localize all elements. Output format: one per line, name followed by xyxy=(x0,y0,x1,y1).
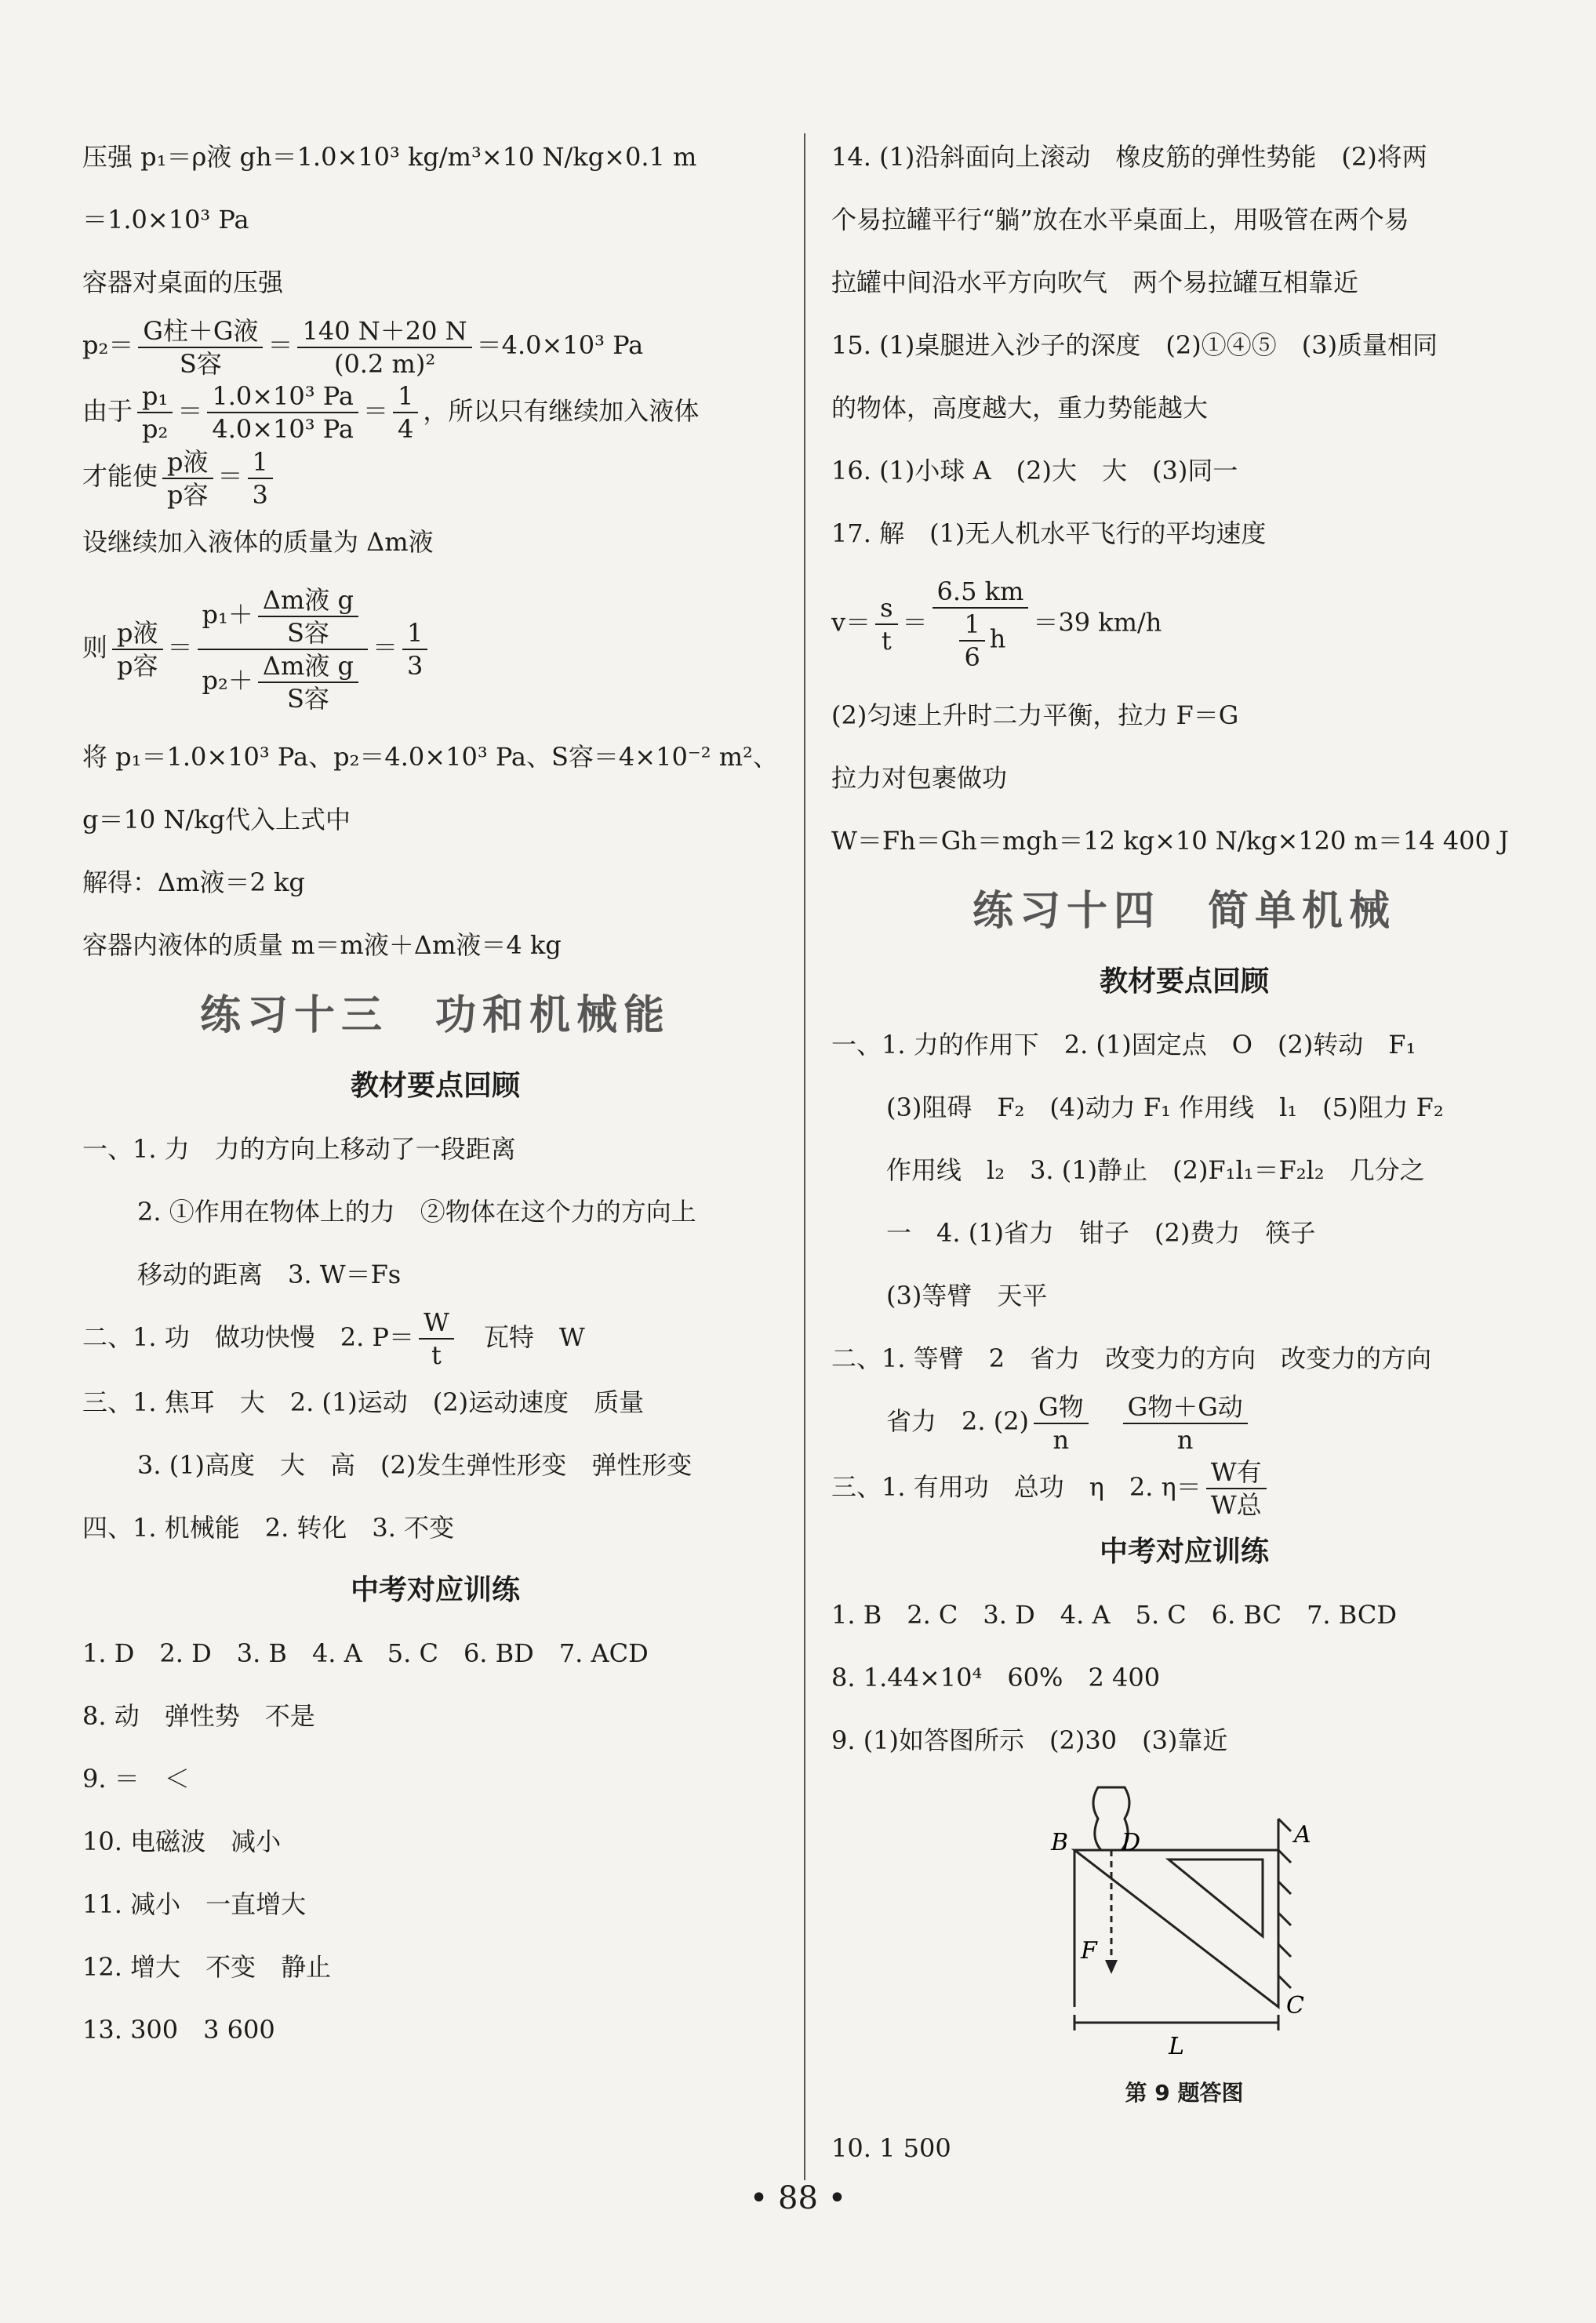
text-line: 10. 1 500 xyxy=(831,2133,951,2163)
fraction xyxy=(1034,1391,1089,1456)
denominator: W总 xyxy=(1210,1490,1262,1520)
fraction xyxy=(112,617,163,682)
subsection-title: 中考对应训练 xyxy=(1099,1536,1269,1568)
label-C: C xyxy=(1286,1992,1304,2019)
text: 三、1. 有用功 总功 η 2. η＝ xyxy=(831,1471,1202,1502)
text-line: 15. (1)桌腿进入沙子的深度 (2)①④⑤ (3)质量相同 xyxy=(831,330,1438,360)
lever-diagram xyxy=(1012,1772,1357,2070)
text-line: 1. B 2. C 3. D 4. A 5. C 6. BC 7. BCD xyxy=(831,1600,1398,1630)
numerator: G物 xyxy=(1034,1391,1089,1424)
text-line: 9. (1)如答图所示 (2)30 (3)靠近 xyxy=(831,1725,1228,1755)
compound-fraction xyxy=(198,584,368,714)
text-line: 二、1. 等臂 2 省力 改变力的方向 改变力的方向 xyxy=(831,1343,1432,1373)
text: ，所以只有继续加入液体 xyxy=(423,395,700,426)
numerator: 1 xyxy=(393,380,418,413)
text-line: 将 p₁＝1.0×10³ Pa、p₂＝4.0×10³ Pa、S容＝4×10⁻² m²、 xyxy=(82,741,778,772)
numerator: 1 xyxy=(248,446,273,479)
text-line: 13. 300 3 600 xyxy=(82,2015,275,2045)
label-D: D xyxy=(1122,1829,1141,1856)
numerator: G柱＋G液 xyxy=(138,315,263,348)
text-line: 个易拉罐平行“躺”放在水平桌面上，用吸管在两个易 xyxy=(831,205,1409,234)
triangle-bracket xyxy=(1074,1850,1278,2007)
compound-fraction xyxy=(933,576,1029,673)
fraction xyxy=(402,617,427,682)
fraction xyxy=(162,446,213,511)
numerator: p₁ xyxy=(137,380,173,413)
text-line: 12. 增大 不变 静止 xyxy=(82,1952,332,1982)
formula-line xyxy=(82,314,788,380)
text-line: 9. ＝ ＜ xyxy=(82,1764,190,1794)
label-L: L xyxy=(1169,2033,1184,2060)
text-line: 17. 解 (1)无人机水平飞行的平均速度 xyxy=(831,518,1267,548)
text: ＝ xyxy=(177,395,203,426)
subsection-title: 中考对应训练 xyxy=(350,1574,520,1606)
text-line: 1. D 2. D 3. B 4. A 5. C 6. BD 7. ACD xyxy=(82,1638,649,1668)
denominator: S容 xyxy=(286,683,329,714)
text-line: 拉力对包裹做功 xyxy=(831,763,1008,793)
numerator: p液 xyxy=(162,446,213,479)
text: p₁＋ xyxy=(202,599,253,629)
fraction xyxy=(875,592,897,656)
denominator: t xyxy=(431,1340,442,1370)
text: ＝ xyxy=(267,330,293,360)
denominator: p₂ xyxy=(142,414,169,444)
text-line: 14. (1)沿斜面向上滚动 橡皮筋的弹性势能 (2)将两 xyxy=(831,142,1427,172)
denominator: t xyxy=(881,626,892,656)
text-line: 容器对桌面的压强 xyxy=(82,267,284,297)
denominator: S容 xyxy=(286,617,329,648)
fraction xyxy=(393,380,418,445)
fraction xyxy=(419,1307,454,1371)
fraction xyxy=(258,650,358,714)
denominator: 3 xyxy=(407,650,424,681)
left-column xyxy=(82,125,788,2061)
text-line: 压强 p₁＝ρ液 gh＝1.0×10³ kg/m³×10 N/kg×0.1 m xyxy=(82,142,697,172)
text: 二、1. 功 做功快慢 2. P＝ xyxy=(82,1321,414,1352)
section-title: 练习十三 功和机械能 xyxy=(199,991,671,1039)
numerator: G物＋G动 xyxy=(1123,1391,1248,1424)
triangle-inner xyxy=(1169,1859,1263,1936)
text-line: g＝10 N/kg代入上式中 xyxy=(82,804,351,834)
text-line: 8. 1.44×10⁴ 60% 2 400 xyxy=(831,1663,1161,1692)
text-line: 拉罐中间沿水平方向吹气 两个易拉罐互相靠近 xyxy=(831,267,1359,297)
label-A: A xyxy=(1294,1821,1311,1849)
numerator: 1 xyxy=(402,617,427,650)
subsection-title: 教材要点回顾 xyxy=(1099,965,1269,998)
text: p₂＝ xyxy=(82,330,134,360)
text: 由于 xyxy=(82,395,133,426)
denominator: n xyxy=(1176,1424,1194,1455)
fraction xyxy=(258,584,358,649)
force-arrow xyxy=(1105,1960,1118,1974)
fraction xyxy=(248,446,273,511)
right-column xyxy=(831,125,1537,2179)
text: ＝ xyxy=(902,607,928,638)
text-line: 作用线 l₂ 3. (1)静止 (2)F₁l₁＝F₂l₂ 几分之 xyxy=(886,1155,1425,1185)
formula-line xyxy=(82,1306,788,1372)
text-line: 设继续加入液体的质量为 Δm液 xyxy=(82,526,434,557)
denominator: 3 xyxy=(252,479,268,510)
text: 瓦特 W xyxy=(458,1321,585,1352)
text: ＝4.0×10³ Pa xyxy=(476,330,644,360)
text: 才能使 xyxy=(82,461,158,491)
fraction xyxy=(1123,1391,1248,1456)
section-title: 练习十四 简单机械 xyxy=(972,888,1396,935)
numerator: p液 xyxy=(112,617,163,650)
numerator: W有 xyxy=(1206,1456,1267,1489)
formula-line xyxy=(82,380,788,445)
page-number: • 88 • xyxy=(749,2180,847,2216)
text-line: 解得：Δm液＝2 kg xyxy=(82,867,305,897)
compound-denominator xyxy=(198,650,368,714)
formula-line xyxy=(831,565,1537,684)
text: ＝39 km/h xyxy=(1033,607,1162,638)
numerator: 1.0×10³ Pa xyxy=(207,380,358,413)
text: 则 xyxy=(82,632,108,662)
compound-denominator xyxy=(950,609,1010,673)
subsection-title: 教材要点回顾 xyxy=(350,1069,520,1102)
denominator: 4 xyxy=(397,414,414,444)
denominator: p容 xyxy=(167,479,209,510)
text-line: 11. 减小 一直增大 xyxy=(82,1889,307,1919)
answer-figure xyxy=(831,1772,1537,2070)
numerator: 1 xyxy=(959,609,984,642)
numerator: 6.5 km xyxy=(933,576,1029,609)
text: ＝ xyxy=(362,395,388,426)
numerator: s xyxy=(875,592,897,625)
fraction xyxy=(138,315,263,380)
label-F: F xyxy=(1081,1937,1097,1965)
column-divider xyxy=(804,133,805,2180)
text: ＝ xyxy=(167,632,193,662)
numerator: Δm液 g xyxy=(258,584,358,617)
label-B: B xyxy=(1051,1829,1069,1856)
text-line: 四、1. 机械能 2. 转化 3. 不变 xyxy=(82,1513,455,1543)
text-line: 8. 动 弹性势 不是 xyxy=(82,1701,315,1731)
text-line: (3)等臂 天平 xyxy=(886,1281,1048,1311)
text: p₂＋ xyxy=(202,665,253,695)
numerator: Δm液 g xyxy=(258,650,358,683)
text-line: W＝Fh＝Gh＝mgh＝12 kg×10 N/kg×120 m＝14 400 J xyxy=(831,826,1509,856)
formula-line xyxy=(82,445,788,511)
text-line: (3)阻碍 F₂ (4)动力 F₁ 作用线 l₁ (5)阻力 F₂ xyxy=(886,1092,1444,1122)
unit: h xyxy=(989,623,1006,654)
numerator: W xyxy=(419,1307,454,1340)
denominator: 6 xyxy=(964,642,980,672)
text-line: 的物体，高度越大，重力势能越大 xyxy=(831,393,1209,423)
text-line: 容器内液体的质量 m＝m液＋Δm液＝4 kg xyxy=(82,929,562,960)
text-line: 16. (1)小球 A (2)大 大 (3)同一 xyxy=(831,456,1238,485)
text-line: 一、1. 力 力的方向上移动了一段距离 xyxy=(82,1133,516,1164)
text: ＝ xyxy=(372,632,398,662)
text-line: ＝1.0×10³ Pa xyxy=(82,205,249,234)
text-line: (2)匀速上升时二力平衡，拉力 F＝G xyxy=(831,700,1239,730)
denominator: S容 xyxy=(179,348,222,379)
fraction xyxy=(959,609,984,673)
text-line: 2. ①作用在物体上的力 ②物体在这个力的方向上 xyxy=(137,1196,696,1227)
text: 省力 2. (2) xyxy=(886,1406,1030,1436)
figure-caption: 第 9 题答图 xyxy=(1125,2080,1244,2106)
text: v＝ xyxy=(831,607,871,638)
text-line: 三、1. 焦耳 大 2. (1)运动 (2)运动速度 质量 xyxy=(82,1387,645,1417)
numerator: 140 N＋20 N xyxy=(297,315,471,348)
text-line: 3. (1)高度 大 高 (2)发生弹性形变 弹性形变 xyxy=(137,1450,693,1480)
text-line: 移动的距离 3. W＝Fs xyxy=(137,1259,402,1289)
formula-line xyxy=(831,1390,1537,1456)
text-line: 一 4. (1)省力 钳子 (2)费力 筷子 xyxy=(886,1218,1316,1248)
compound-numerator xyxy=(198,584,368,650)
fraction xyxy=(207,380,358,445)
denominator: (0.2 m)² xyxy=(333,348,436,379)
formula-line xyxy=(82,573,788,725)
denominator: p容 xyxy=(117,650,158,681)
denominator: n xyxy=(1052,1424,1070,1455)
fraction xyxy=(1206,1456,1267,1521)
text-line: 一、1. 力的作用下 2. (1)固定点 O (2)转动 F₁ xyxy=(831,1030,1416,1060)
text: ＝ xyxy=(217,461,243,491)
formula-line xyxy=(831,1456,1537,1521)
denominator: 4.0×10³ Pa xyxy=(212,414,354,444)
fraction xyxy=(297,315,471,380)
text-line: 10. 电磁波 减小 xyxy=(82,1827,282,1856)
fraction xyxy=(137,380,173,445)
